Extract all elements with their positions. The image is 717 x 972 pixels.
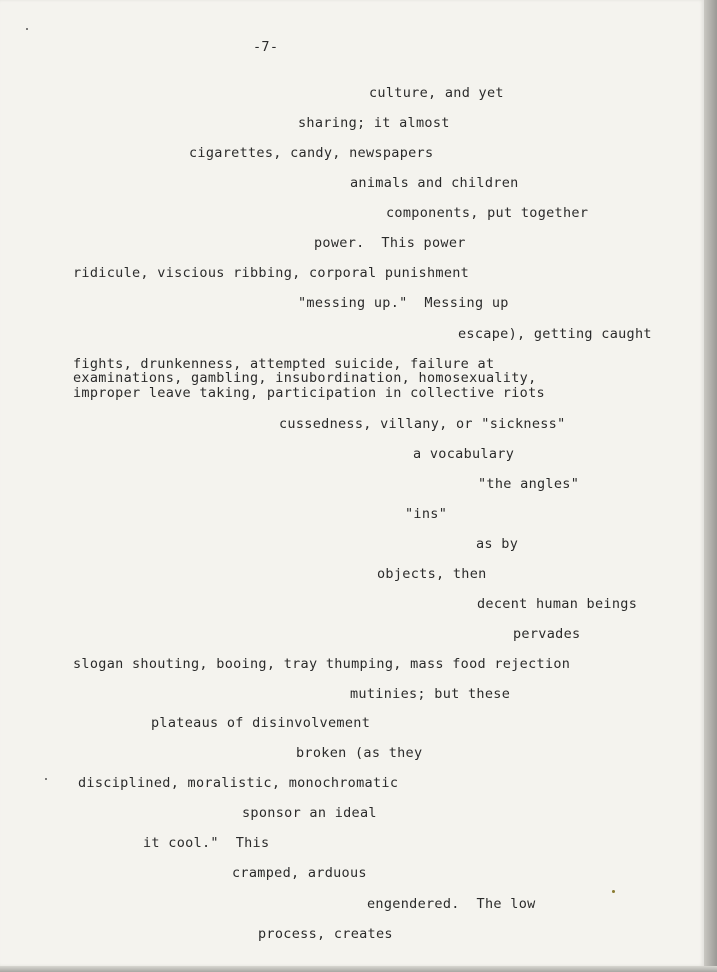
text-line: improper leave taking, participation in collective riots [73, 385, 545, 401]
text-line: culture, and yet [369, 85, 504, 101]
text-line: animals and children [350, 175, 519, 191]
text-line: engendered. The low [367, 896, 536, 912]
text-line: disciplined, moralistic, monochromatic [78, 775, 399, 791]
paper-speck [612, 890, 615, 893]
text-line: a vocabulary [413, 446, 515, 462]
text-line: ridicule, viscious ribbing, corporal punishment [73, 265, 470, 281]
text-line: power. This power [314, 235, 466, 251]
text-line: "ins" [405, 506, 448, 522]
page-bottom-edge [0, 966, 717, 972]
text-line: fights, drunkenness, attempted suicide, failure at [73, 356, 495, 372]
text-line: decent human beings [477, 596, 638, 612]
text-line: mutinies; but these [350, 686, 511, 702]
text-line: broken (as they [296, 745, 423, 761]
text-line: cigarettes, candy, newspapers [189, 145, 434, 161]
text-line: sharing; it almost [298, 115, 450, 131]
text-line: escape), getting caught [458, 326, 652, 342]
text-line: as by [476, 536, 519, 552]
text-line: components, put together [386, 205, 589, 221]
text-line: cramped, arduous [232, 865, 367, 881]
text-line: "the angles" [478, 476, 580, 492]
text-line: objects, then [377, 566, 487, 582]
text-line: sponsor an ideal [242, 805, 377, 821]
text-line: "messing up." Messing up [298, 295, 509, 311]
paper-speck [26, 28, 28, 30]
text-line: plateaus of disinvolvement [151, 715, 371, 731]
text-line: pervades [513, 626, 581, 642]
text-line: it cool." This [143, 835, 270, 851]
text-line: cussedness, villany, or "sickness" [279, 416, 566, 432]
page-edge-shadow [704, 0, 717, 972]
text-line: slogan shouting, booing, tray thumping, mass food rejection [73, 656, 571, 672]
paper-speck [45, 778, 47, 780]
text-line: process, creates [258, 926, 393, 942]
page-number: -7- [253, 39, 279, 55]
text-line: examinations, gambling, insubordination, homosexuality, [73, 370, 537, 386]
